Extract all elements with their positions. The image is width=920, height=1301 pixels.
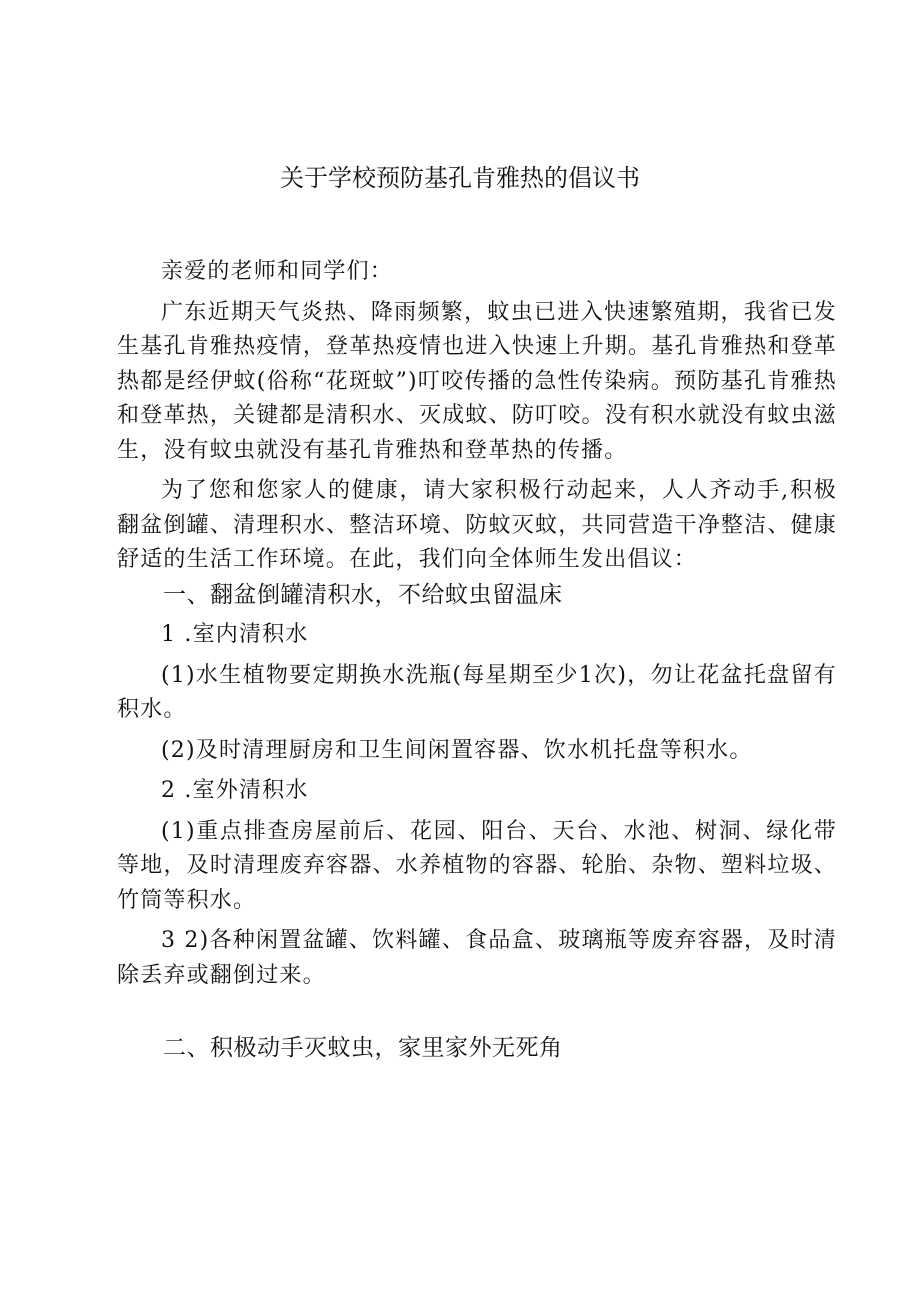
subsection-1-item-1: (1)水生植物要定期换水洗瓶(每星期至少1次)，勿让花盆托盘留有积水。: [117, 662, 837, 722]
subsection-2-item-1: (1)重点排查房屋前后、花园、阳台、天台、水池、树洞、绿化带等地，及时清理废弃容器、水养植物的容器、轮胎、杂物、塑料垃圾、竹筒等积水。: [117, 818, 837, 913]
intro-paragraph-2: 为了您和您家人的健康，请大家积极行动起来，人人齐动手,积极翻盆倒罐、清理积水、整洁环境、防蚊灭蚊，共同营造干净整洁、健康舒适的生活工作环境。在此，我们向全体师生发出倡议：: [117, 478, 837, 572]
section-1-heading: 一、翻盆倒罐清积水，不给蚊虫留温床: [163, 581, 563, 608]
document-title: 关于学校预防基孔肯雅热的倡议书: [280, 164, 640, 192]
greeting: 亲爱的老师和同学们：: [161, 259, 394, 284]
subsection-2-heading: 2 .室外清积水: [161, 778, 309, 803]
subsection-1-item-2: (2)及时清理厨房和卫生间闲置容器、饮水机托盘等积水。: [161, 737, 753, 763]
document-body: [117, 255, 837, 1066]
intro-paragraph-1: 广东近期天气炎热、降雨频繁，蚊虫已进入快速繁殖期，我省已发生基孔肯雅热疫情，登革热疫情也进入快速上升期。基孔肯雅热和登革热都是经伊蚊(俗称“花斑蚊”)叮咬传播的急性传染病。预防基孔肯雅热和登革热，关键都是清积水、灭成蚊、防叮咬。没有积水就没有蚊虫滋生，没有蚊虫就没有基孔肯雅热和登革热的传播。: [117, 299, 837, 463]
subsection-1-heading: 1 .室内清积水: [161, 622, 309, 647]
subsection-2-item-2: 3 2)各种闲置盆罐、饮料罐、食品盒、玻璃瓶等废弃容器，及时清除丢弃或翻倒过来。: [117, 928, 837, 988]
section-2-heading: 二、积极动手灭蚊虫，家里家外无死角: [163, 1035, 563, 1061]
